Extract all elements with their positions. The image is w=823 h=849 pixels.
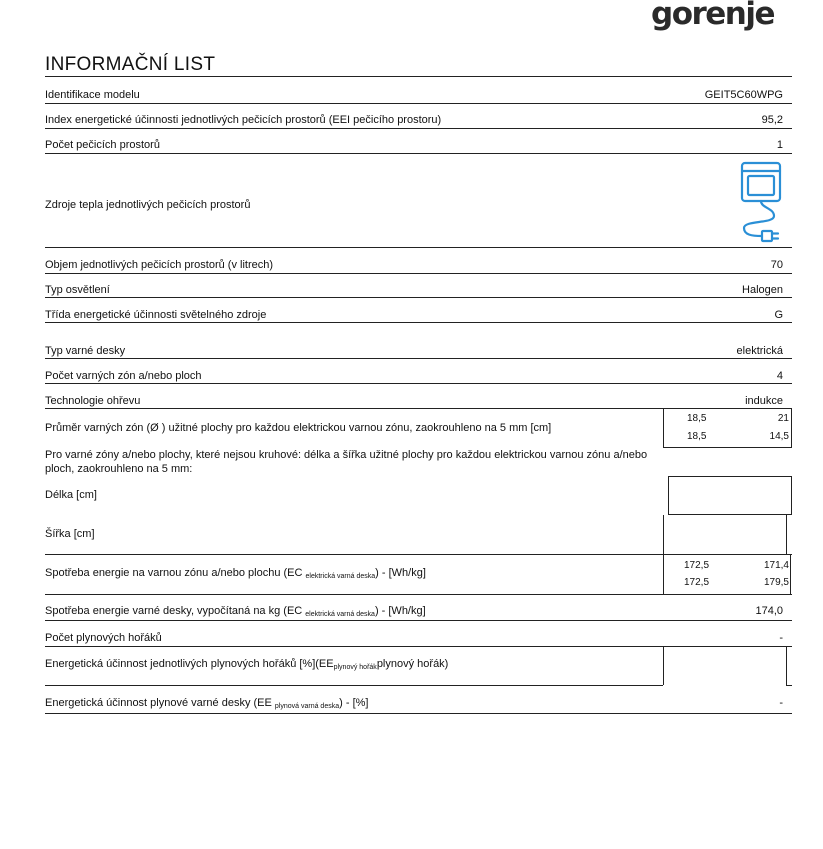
volume-value: 70	[770, 259, 783, 271]
ec-zone-value: 172,5	[684, 577, 710, 588]
title-rule	[45, 76, 792, 77]
heat-source-label: Zdroje tepla jednotlivých pečicích prostorů	[45, 199, 251, 211]
row-divider	[45, 358, 792, 359]
model-value: GEIT5C60WPG	[704, 89, 783, 101]
electric-oven-plug-icon	[738, 160, 784, 246]
ec-zone-value: 171,4	[763, 560, 789, 571]
diameter-value: 18,5	[687, 413, 707, 424]
gas-eff-label-pre: Energetická účinnost jednotlivých plynových hořáků [%](EE	[45, 658, 334, 670]
ec-zone-label	[45, 567, 426, 583]
ec-hob-label	[45, 605, 426, 621]
light-class-label: Třída energetické účinnosti světelného zdroje	[45, 309, 267, 321]
diameter-value: 18,5	[687, 431, 707, 442]
row-divider	[45, 273, 792, 274]
length-label: Délka [cm]	[45, 489, 97, 501]
gas-burners-value: -	[779, 632, 783, 644]
row-divider	[45, 103, 792, 104]
brand-logo: gorenje	[651, 0, 775, 32]
gas-eff-box-right	[786, 646, 787, 685]
width-box-left	[663, 515, 664, 554]
ec-zone-value: 172,5	[684, 560, 710, 571]
model-label: Identifikace modelu	[45, 89, 140, 101]
row-divider	[786, 685, 792, 686]
gas-eff-box-left	[663, 646, 664, 685]
gas-hob-value: -	[779, 697, 783, 709]
row-divider	[45, 128, 792, 129]
gas-hob-label-sub: plynová varná deska	[274, 703, 340, 710]
hob-type-label: Typ varné desky	[45, 345, 126, 357]
length-value-box	[668, 476, 792, 515]
ec-zone-label-post: ) - [Wh/kg]	[375, 567, 426, 579]
noncircular-label-cont: ploch, zaokrouhleno na 5 mm:	[45, 463, 193, 475]
eei-label: Index energetické účinnosti jednotlivých pečicích prostorů (EEI pečicího prostoru)	[45, 114, 442, 126]
row-divider	[45, 685, 663, 686]
diameter-box-left	[663, 408, 664, 447]
eei-value: 95,2	[761, 114, 783, 126]
tech-value: indukce	[745, 395, 783, 407]
row-divider	[45, 646, 792, 647]
diameter-value: 21	[777, 413, 789, 424]
ec-hob-label-sub: elektrická varná deska	[305, 611, 375, 618]
ec-zone-value: 179,5	[763, 577, 789, 588]
ec-hob-value: 174,0	[755, 605, 783, 617]
gas-eff-label	[45, 658, 448, 674]
row-divider	[45, 153, 792, 154]
volume-label: Objem jednotlivých pečicích prostorů (v litrech)	[45, 259, 274, 271]
row-divider	[45, 247, 792, 248]
gas-burners-label: Počet plynových hořáků	[45, 632, 162, 644]
ec-zone-label-sub: elektrická varná deska	[305, 573, 376, 580]
width-box-right	[786, 515, 787, 554]
row-divider	[45, 594, 792, 595]
zones-label: Počet varných zón a/nebo ploch	[45, 370, 202, 382]
tech-label: Technologie ohřevu	[45, 395, 141, 407]
cavities-label: Počet pečicích prostorů	[45, 139, 160, 151]
noncircular-label: Pro varné zóny a/nebo plochy, které nejsou kruhové: délka a šířka užitné plochy pro každou elektrickou varnou zónu a/nebo	[45, 449, 648, 461]
gas-eff-label-post: plynový hořák)	[376, 658, 449, 670]
ec-zone-box-left	[663, 554, 664, 594]
lighting-label: Typ osvětlení	[45, 284, 110, 296]
ec-hob-label-post: ) - [Wh/kg]	[374, 605, 426, 617]
gas-hob-label-post: ) - [%]	[339, 697, 369, 709]
hob-type-value: elektrická	[736, 345, 783, 357]
page-title: INFORMAČNÍ LIST	[45, 54, 216, 75]
row-divider	[45, 620, 792, 621]
row-divider	[45, 408, 792, 409]
ec-zone-box-right	[790, 554, 791, 594]
gas-hob-label-pre: Energetická účinnost plynové varné desky (EE	[45, 697, 275, 709]
lighting-value: Halogen	[742, 284, 783, 296]
zones-value: 4	[776, 370, 783, 382]
row-divider	[45, 554, 792, 555]
ec-zone-label-pre: Spotřeba energie na varnou zónu a/nebo plochu (EC	[45, 567, 306, 579]
ec-hob-label-pre: Spotřeba energie varné desky, vypočítaná na kg (EC	[45, 605, 306, 617]
row-divider	[45, 383, 792, 384]
row-divider	[45, 297, 792, 298]
light-class-value: G	[774, 309, 783, 321]
width-label: Šířka [cm]	[45, 528, 95, 540]
gas-hob-label	[45, 697, 368, 713]
cavities-value: 1	[776, 139, 783, 151]
diameter-value: 14,5	[769, 431, 789, 442]
gas-eff-label-sub: plynový hořák	[333, 664, 377, 671]
row-divider	[663, 447, 792, 448]
diameter-label: Průměr varných zón (Ø ) užitné plochy pro každou elektrickou varnou zónu, zaokrouhleno na 5 mm [cm]	[45, 422, 552, 434]
diameter-box-right	[791, 408, 792, 447]
row-divider	[45, 322, 792, 323]
row-divider	[45, 713, 792, 714]
